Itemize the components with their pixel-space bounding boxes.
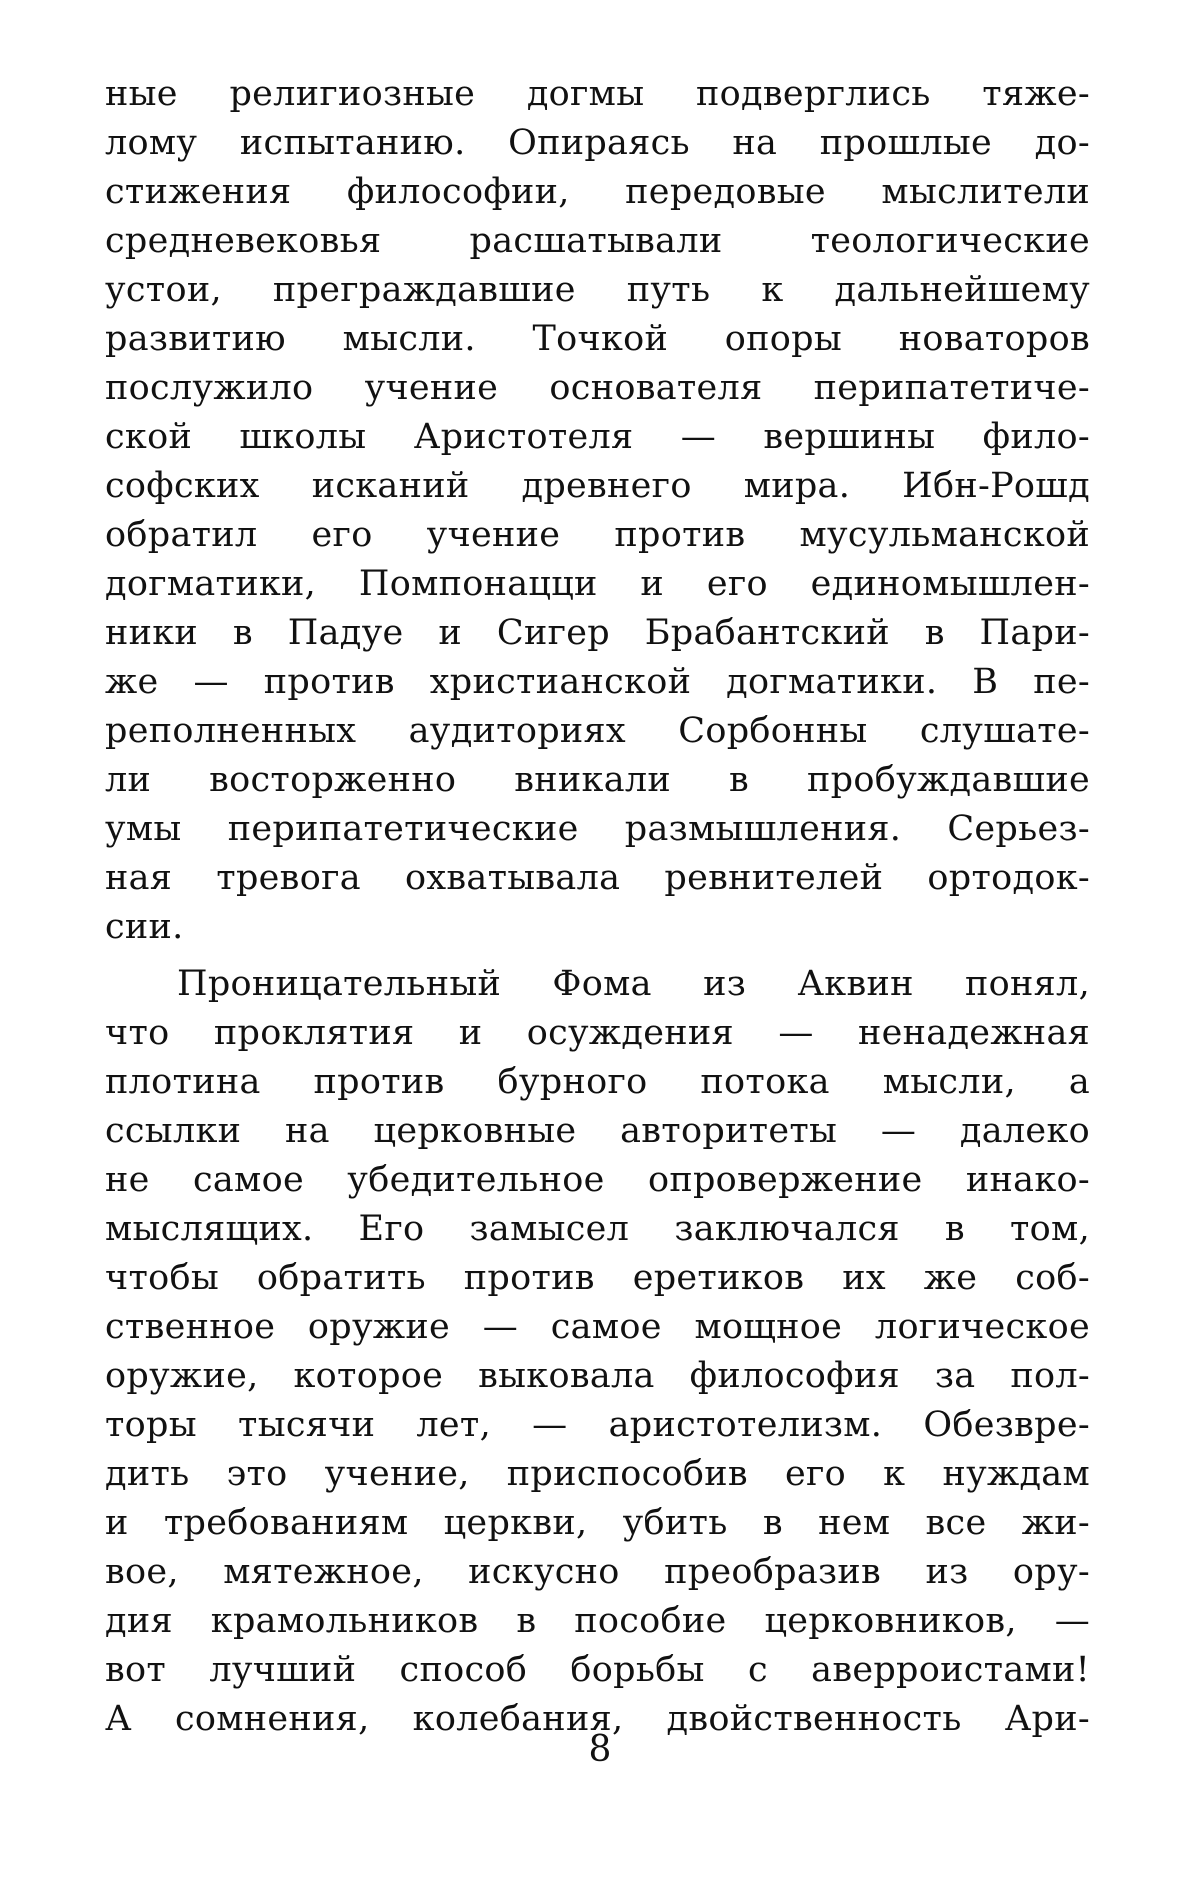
text-line: ная тревога охватывала ревнителей ортодок- (105, 858, 1090, 898)
text-line: и требованиям церкви, убить в нем все жи- (105, 1503, 1090, 1543)
paragraph-2 (105, 960, 1090, 1744)
text-line: вое, мятежное, искусно преобразив из ору- (105, 1552, 1090, 1592)
text-line: что проклятия и осуждения — ненадежная (105, 1013, 1090, 1053)
page-number: 8 (588, 1729, 612, 1770)
text-line: средневековья расшатывали теологические (105, 221, 1090, 261)
text-line: софских исканий древнего мира. Ибн-Рошд (105, 466, 1090, 506)
paragraph-gap (105, 952, 1090, 960)
text-line: дить это учение, приспособив его к нуждам (105, 1454, 1090, 1494)
text-line: А сомнения, колебания, двойственность Ари- (105, 1699, 1090, 1739)
text-line: плотина против бурного потока мысли, а (105, 1062, 1090, 1102)
text-line: ники в Падуе и Сигер Брабантский в Пари- (105, 613, 1090, 653)
paragraph-1 (105, 70, 1090, 952)
text-line: дия крамольников в пособие церковников, — (105, 1601, 1090, 1641)
text-line: не самое убедительное опровержение инако- (105, 1160, 1090, 1200)
text-line: развитию мысли. Точкой опоры новаторов (105, 319, 1090, 359)
text-line: сии. (105, 907, 184, 947)
text-line: Проницательный Фома из Аквин понял, (177, 964, 1090, 1004)
text-line: торы тысячи лет, — аристотелизм. Обезвре- (105, 1405, 1090, 1445)
text-line: обратил его учение против мусульманской (105, 515, 1090, 555)
text-line: ственное оружие — самое мощное логическое (105, 1307, 1090, 1347)
text-line: стижения философии, передовые мыслители (105, 172, 1090, 212)
text-line: реполненных аудиториях Сорбонны слушате- (105, 711, 1090, 751)
text-line: вот лучший способ борьбы с аверроистами! (105, 1650, 1090, 1690)
text-line: мыслящих. Его замысел заключался в том, (105, 1209, 1090, 1249)
text-line: же — против христианской догматики. В пе- (105, 662, 1090, 702)
text-line: чтобы обратить против еретиков их же соб- (105, 1258, 1090, 1298)
text-line: догматики, Помпонацци и его единомышлен- (105, 564, 1090, 604)
text-line: ской школы Аристотеля — вершины фило- (105, 417, 1090, 457)
text-line: лому испытанию. Опираясь на прошлые до- (105, 123, 1090, 163)
text-line: умы перипатетические размышления. Серьез- (105, 809, 1090, 849)
text-line: ли восторженно вникали в пробуждавшие (105, 760, 1090, 800)
text-line: устои, преграждавшие путь к дальнейшему (105, 270, 1090, 310)
text-line: оружие, которое выковала философия за пол- (105, 1356, 1090, 1396)
text-line: ные религиозные догмы подверглись тяже- (105, 74, 1090, 114)
text-line: ссылки на церковные авторитеты — далеко (105, 1111, 1090, 1151)
page-text (105, 70, 1090, 1744)
text-line: послужило учение основателя перипатетиче- (105, 368, 1090, 408)
